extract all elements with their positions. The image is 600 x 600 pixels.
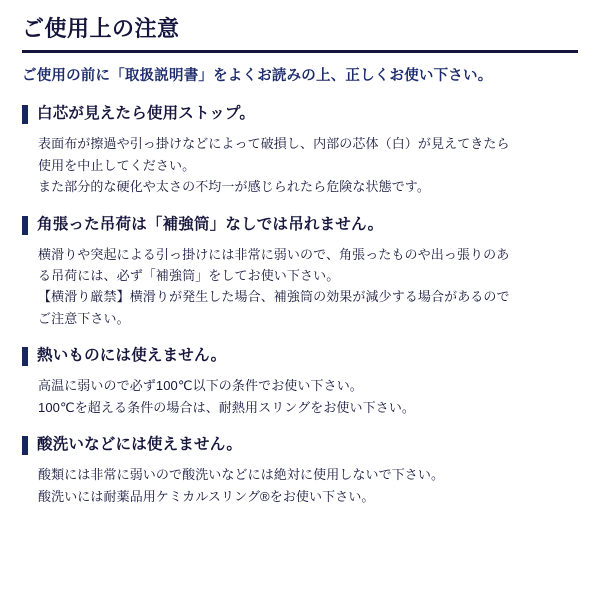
section-heading: 白芯が見えたら使用ストップ。 <box>37 105 256 123</box>
notice-section <box>22 346 578 418</box>
section-header <box>22 215 578 235</box>
page-title: ご使用上の注意 <box>22 16 180 41</box>
lead-paragraph: ご使用の前に「取扱説明書」をよくお読みの上、正しくお使い下さい。 <box>22 68 493 85</box>
section-header <box>22 435 578 455</box>
section-marker-icon <box>22 436 28 455</box>
section-line: ご注意下さい。 <box>38 310 130 326</box>
section-body <box>38 375 578 418</box>
section-body <box>38 464 578 507</box>
section-body <box>38 244 578 330</box>
section-line: 使用を中止してください。 <box>38 157 196 173</box>
section-line: 高温に弱いので必ず100℃以下の条件でお使い下さい。 <box>38 378 363 394</box>
section-marker-icon <box>22 105 28 124</box>
section-line: 100℃を超える条件の場合は、耐熱用スリングをお使い下さい。 <box>38 399 416 415</box>
notice-section <box>22 215 578 330</box>
section-body <box>38 133 578 197</box>
section-line: る吊荷には、必ず「補強筒」をしてお使い下さい。 <box>38 267 340 283</box>
section-line: 酸洗いには耐薬品用ケミカルスリング®をお使い下さい。 <box>38 488 375 504</box>
section-marker-icon <box>22 347 28 366</box>
section-line: 酸類には非常に弱いので酸洗いなどには絶対に使用しないで下さい。 <box>38 467 445 483</box>
notice-section <box>22 104 578 197</box>
section-heading: 角張った吊荷は「補強筒」なしでは吊れません。 <box>37 215 384 233</box>
section-heading: 熱いものには使えません。 <box>37 347 227 365</box>
section-line: また部分的な硬化や太さの不均一が感じられたら危険な状態です。 <box>38 179 430 195</box>
section-line: 表面布が擦過や引っ掛けなどによって破損し、内部の芯体（白）が見えてきたら <box>38 136 510 152</box>
section-line: 【横滑り厳禁】横滑りが発生した場合、補強筒の効果が減少する場合があるので <box>38 289 510 305</box>
section-marker-icon <box>22 216 28 235</box>
notice-section <box>22 435 578 507</box>
section-header <box>22 104 578 124</box>
section-heading: 酸洗いなどには使えません。 <box>37 436 243 454</box>
section-line: 横滑りや突起による引っ掛けには非常に弱いので、角張ったものや出っ張りのあ <box>38 246 510 262</box>
section-header <box>22 346 578 366</box>
title-divider <box>22 50 578 53</box>
